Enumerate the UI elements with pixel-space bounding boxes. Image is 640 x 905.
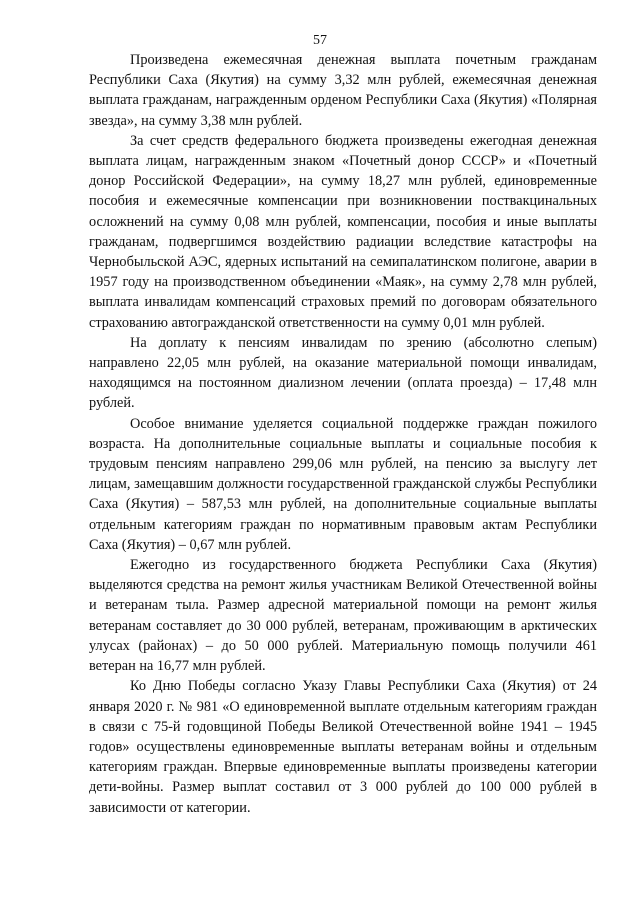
paragraph-federal-budget-payments: За счет средств федерального бюджета произведены ежегодная денежная выплата лицам, награжденным знаком «Почетный донор СССР» и «Почетный донор Российской Федерации», на сумму 18,27 млн рублей, единовременные пособия и ежемесячные компенсации при возникновении поствакцинальных осложнений на сумму 0,08 млн рублей, компенсации, пособия и иные выплаты гражданам, подвергшимся воздействию радиации вследствие катастрофы на Чернобыльской АЭС, ядерных испытаний на семипалатинском полигоне, аварии в 1957 году на производственном объединении «Маяк», на сумму 2,78 млн рублей, выплата инвалидам компенсаций страховых премий по договорам обязательного страхованию автогражданской ответственности на сумму 0,01 млн рублей. — [89, 132, 597, 331]
paragraph-elderly-support: Особое внимание уделяется социальной поддержке граждан пожилого возраста. На дополнительные социальные выплаты и социальные пособия к трудовым пенсиям направлено 299,06 млн рублей, на пенсию за выслугу лет лицам, замещавшим должности государственной гражданской службы Республики Саха (Якутия) – 587,53 млн рублей, на дополнительные социальные выплаты отдельным категориям граждан по нормативным правовым актам Республики Саха (Якутия) – 0,67 млн рублей. — [89, 415, 597, 553]
paragraph-housing-repair-veterans: Ежегодно из государственного бюджета Республики Саха (Якутия) выделяются средства на ремонт жилья участникам Великой Отечественной войны и ветеранам тыла. Размер адресной материальной помощи на ремонт жилья ветеранам составляет до 30 000 рублей, ветеранам, проживающим в арктических улусах (районах) – до 50 000 рублей. Материальную помощь получили 461 ветеран на 16,77 млн рублей. — [89, 557, 597, 675]
document-body — [89, 50, 597, 818]
page-number: 57 — [313, 33, 327, 48]
paragraph-honorary-citizens-payments: Произведена ежемесячная денежная выплата почетным гражданам Республики Саха (Якутия) на сумму 3,32 млн рублей, ежемесячная денежная выплата гражданам, награжденным орденом Республики Саха (Якутия) «Полярная звезда», на сумму 3,38 млн рублей. — [89, 52, 597, 129]
paragraph-visually-impaired-pensions: На доплату к пенсиям инвалидам по зрению (абсолютно слепым) направлено 22,05 млн рублей, на оказание материальной помощи инвалидам, находящимся на постоянном диализном лечении (оплата проезда) – 17,48 млн рублей. — [89, 334, 597, 412]
paragraph-victory-day-payments: Ко Дню Победы согласно Указу Главы Республики Саха (Якутия) от 24 января 2020 г. № 981 «О единовременной выплате отдельным категориям граждан в связи с 75-й годовщиной Победы Великой Отечественной войне 1941 – 1945 годов» осуществлены единовременные выплаты ветеранам войны и отдельным категориям граждан. Впервые единовременные выплаты произведены категории дети-войны. Размер выплат составил от 3 000 рублей до 100 000 рублей в зависимости от категории. — [89, 678, 597, 816]
